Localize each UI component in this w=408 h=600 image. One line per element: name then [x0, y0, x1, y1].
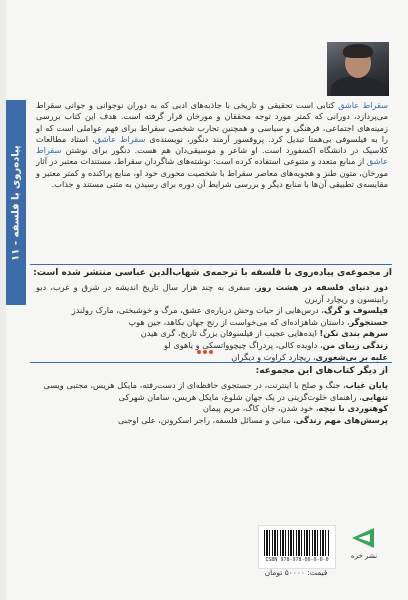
book-entry-title: زندگی زیبای من — [322, 339, 388, 350]
collection-heading: از مجموعه‌ی پیاده‌روی با فلسفه با ترجمه‌ی شهاب‌الدین عباسی منتشر شده است: — [33, 268, 392, 278]
divider-top — [30, 264, 392, 265]
book-entry-details: ، داویده کالی، پردراگ چیچوواتسکی و یاهوی لو — [164, 339, 323, 350]
book-entry — [36, 317, 388, 329]
publisher-logo — [340, 528, 388, 568]
book-entry-title: جستجوگر — [349, 316, 388, 327]
book-entry-title: کوهنوردی با نیچه — [318, 403, 388, 414]
book-entry — [36, 282, 388, 305]
book-entry — [36, 392, 388, 404]
book-entry-title: فیلسوف و گرگ — [323, 305, 388, 316]
book-entry-details: ، جنگ و صلح با اینترنت، در جستجوی حافظه‌ای از دست‌رفته، مایکل هریس، مجتبی ویسی — [43, 380, 346, 390]
book-entry-title: تنهایی — [361, 391, 388, 402]
book-title-highlight: سقراط عاشق — [338, 100, 388, 110]
series-tab — [6, 100, 26, 305]
publisher-name: نشر خزه — [350, 552, 378, 560]
author-photo — [327, 42, 389, 96]
divider-middle — [30, 362, 392, 363]
book-entry-details: ایده‌هایی عجیب از فیلسوفان بزرگ تاریخ، گری هیدن — [140, 328, 320, 339]
description-text: ، استاد مطالعات کلاسیک در دانشگاه اکسفورد است. او شاعر و موسیقی‌دان هم هست. دنگور برای نوشتن — [36, 133, 388, 156]
book-entry — [36, 403, 388, 415]
book-entry-details: ، راهنمای خلوت‌گزینی در یک جهان شلوغ، مایکل هریس، سامان شهرکی — [118, 391, 362, 402]
barcode-bars — [264, 530, 330, 556]
description-text: کتابی است تحقیقی و تاریخی با جاذبه‌های ادبی که به دوران نوجوانی و جوانی سقراط می‌پردازد، دورانی که کمتر مورد توجه محققان و مورخان قرار گرفته است. هدف این کتاب بررسی زمینه‌های اجتماعی، فرهنگی و سیاسی و همچنین تجارب شخصی سقراط برای فهم عواملی است که او را به فیلسوفی بی‌همتا تبدیل کرد. پروفسور آرمند دنگور، نویسنده‌ی — [36, 100, 388, 144]
book-entry — [36, 305, 388, 317]
book-entry-title: پایان غیاب — [345, 380, 388, 390]
book-entry — [36, 328, 388, 340]
barcode — [258, 525, 336, 569]
description-text: از منابع متعدد و متنوعی استفاده کرده است: نوشته‌های شاگردان سقراط، مستندات معتبر در آثار مورخان، متون طنز و هجویه‌های معاصر سقراط با شخصیت محوری خود او، منابع پراکنده و کمتر معتبر و مقایسه‌ی تطبیقی آن‌ها با منابع دیگر و بررسی شرایط آن دوره برای رسیدن به متنی مستند و جذاب. — [36, 156, 388, 190]
book-entry-title: غلبه بر بی‌شعوری — [315, 351, 388, 362]
price-label: قیمت: ۵۰۰۰۰ تومان — [264, 568, 328, 577]
book-description — [36, 100, 388, 190]
book-entry-title: سرهم بندی نکن! — [319, 328, 388, 339]
book-title-highlight: سقراط عاشق — [36, 145, 388, 167]
other-books-list — [36, 380, 388, 426]
other-books-heading: از دیگر کتاب‌های این مجموعه: — [255, 366, 388, 376]
book-entry-title: دور دنیای فلسفه در هشت روز — [256, 282, 388, 292]
ornament-dots — [190, 350, 220, 354]
book-title-highlight: سقراط عاشق — [94, 133, 146, 144]
book-entry-details: ، داستان شاهزاده‌ای که می‌خواست از رنج جهان بکاهد، جین هوپ — [128, 316, 350, 327]
book-entry-details: ، درس‌هایی از حیات وحش درباره‌ی عشق، مرگ و خوشبختی، مارک رولندز — [71, 305, 324, 316]
book-entry-details: ، سفری به چند هزار سال تاریخ اندیشه در شرق و غرب، دیو رابینسون و ریچارد آزبرن — [36, 282, 388, 304]
book-entry-details: ، مبانی و مسائل فلسفه، راجر اسکروتن، علی اوجبی — [118, 414, 296, 425]
book-entry — [36, 380, 388, 392]
book-entry — [36, 415, 388, 427]
isbn-number: ISBN 978-978-00-0-0-0 — [265, 557, 329, 563]
book-entry-details: ، ریچارد کراوت و دیگران — [231, 351, 316, 362]
series-title: پیاده‌روی با فلسفه - ۱۱ — [10, 144, 22, 261]
book-entry-title: پرسش‌های مهم زندگی — [295, 414, 388, 425]
book-entry-details: ، خود شدن، جان کاگ، مریم پیمان — [202, 403, 319, 414]
